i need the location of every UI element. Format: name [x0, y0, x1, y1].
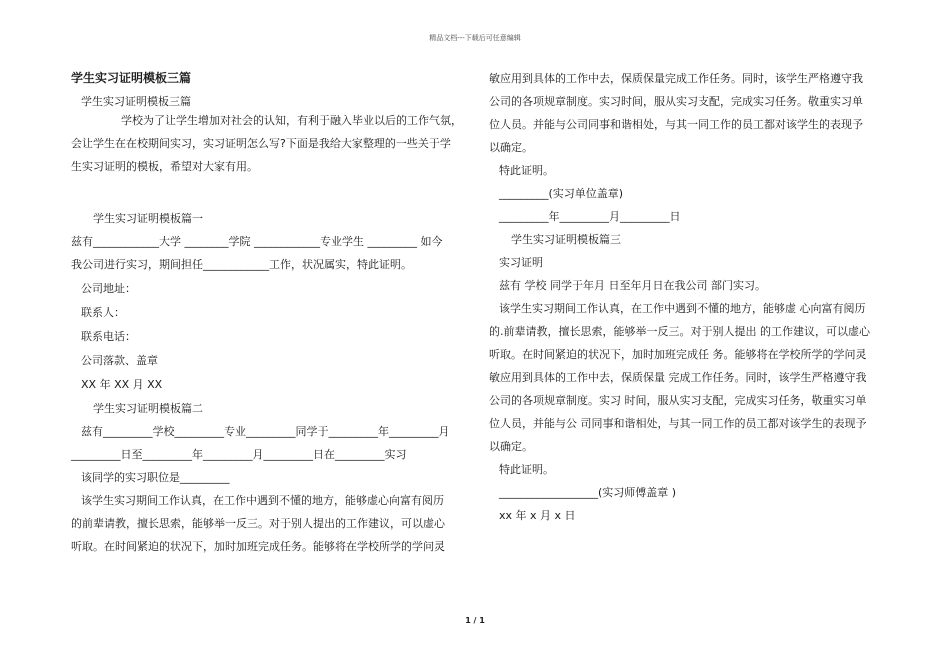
page-number: 1 / 1	[465, 616, 485, 625]
text-line: 的前辈请教，擅长思索，能够举一反三。对于别人提出的工作建议，可以虚心	[71, 517, 445, 530]
text-line: 该同学的实习职位是_________	[81, 471, 230, 484]
text-line: 公司地址：	[81, 282, 136, 295]
text-line: 以确定。	[489, 141, 533, 154]
text-line: 位人员，并能与公 司同事和谐相处，与其一同工作的员工都对该学生的表现予	[489, 417, 867, 430]
text-line: 位人员。并能与公司同事和谐相处，与其一同工作的员工都对该学生的表现予	[489, 118, 863, 131]
text-line: 公司的各项规章制度。实习 时间，服从实习支配，完成实习任务，敬重实习单	[489, 394, 867, 407]
text-line: 该学生实习期间工作认真，在工作中遇到不懂的地方，能够虚心向富有阅历	[81, 494, 444, 507]
text-line: 公司的各项规章制度。实习时间，服从实习支配，完成实习任务。敬重实习单	[489, 95, 863, 108]
text-line: _________日至_________年_________月_________日在_________实习	[71, 448, 407, 461]
text-line: xx 年 x 月 x 日	[499, 509, 576, 522]
text-line: __________________(实习师傅盖章 )	[499, 486, 677, 499]
text-line: 听取。在时间紧迫的状况下，加时加班完成任 务。能够将在学校所学的学问灵	[489, 348, 867, 361]
text-line: 该学生实习期间工作认真，在工作中遇到不懂的地方，能够虚 心向富有阅历	[499, 302, 866, 315]
text-line: 生实习证明的模板，希望对大家有用。	[71, 160, 258, 173]
right-column	[489, 72, 884, 522]
text-line: 兹有____________大学 ________学院 ____________专业学生 _________ 如今	[71, 235, 443, 248]
text-line: 学生实习证明模板三篇	[81, 95, 191, 108]
text-line: XX 年 XX 月 XX	[81, 378, 163, 391]
text-line: 联系人：	[81, 306, 125, 319]
page-header: 精品文档---下载后可任意编辑	[429, 34, 521, 42]
text-line: _________(实习单位盖章)	[499, 187, 624, 200]
text-line: 特此证明。	[499, 463, 554, 476]
text-line: 会让学生在在校期间实习，实习证明怎么写?下面是我给大家整理的一些关于学	[71, 137, 451, 150]
text-line: 学校为了让学生增加对社会的认知，有利于融入毕业以后的工作气氛，	[121, 114, 462, 127]
text-line: 学生实习证明模板篇一	[93, 212, 203, 225]
text-line: 以确定。	[489, 440, 533, 453]
left-column	[71, 72, 466, 553]
text-line: 学生实习证明模板篇二	[93, 402, 203, 415]
text-line: 敏应用到具体的工作中去，保质保量 完成工作任务。同时，该学生严格遵守我	[489, 371, 867, 384]
text-line: 敏应用到具体的工作中去，保质保量完成工作任务。同时，该学生严格遵守我	[489, 72, 863, 85]
text-line: 我公司进行实习，期间担任____________工作，状况属实，特此证明。	[71, 258, 412, 271]
text-line: 听取。在时间紧迫的状况下，加时加班完成任务。能够将在学校所学的学问灵	[71, 540, 445, 553]
text-line: 联系电话：	[81, 330, 136, 343]
text-line: _________年_________月_________日	[499, 210, 681, 223]
text-line: 兹有 学校 同学于年月 日至年月日在我公司 部门实习。	[499, 279, 766, 292]
text-line: 实习证明	[499, 256, 543, 269]
document-title: 学生实习证明模板三篇	[71, 71, 192, 85]
text-line: 公司落款、盖章	[81, 354, 158, 367]
text-line: 学生实习证明模板篇三	[511, 233, 621, 246]
text-line: 特此证明。	[499, 164, 554, 177]
text-line: 兹有_________学校_________专业_________同学于_________年_________月	[81, 425, 450, 438]
text-line: 的.前辈请教，擅长思索，能够举一反三。对于别人提出 的工作建议，可以虚心	[489, 325, 870, 338]
